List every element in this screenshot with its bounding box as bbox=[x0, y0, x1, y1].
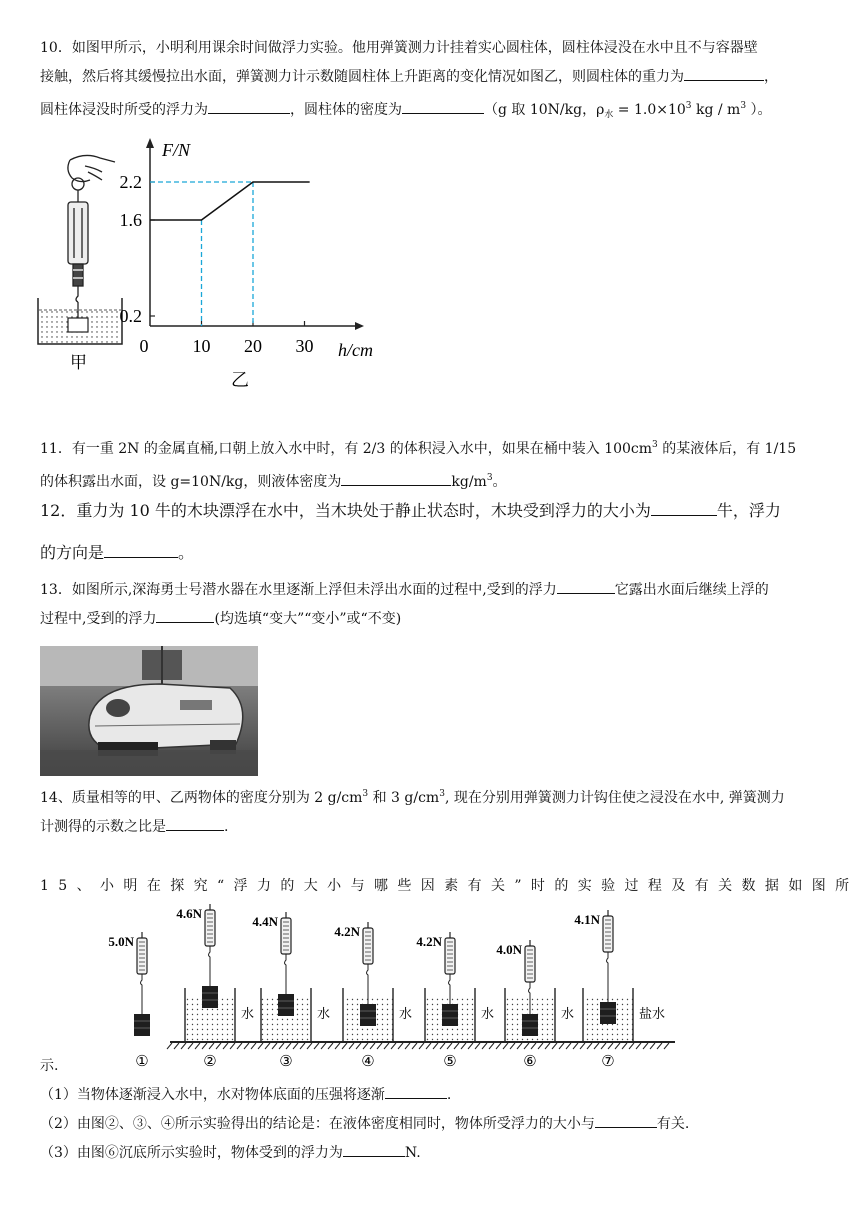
q12-buoyancy-blank[interactable] bbox=[651, 499, 717, 516]
figure-number: ⑥ bbox=[523, 1054, 537, 1070]
ground-hatch bbox=[349, 1043, 354, 1049]
ground-hatch bbox=[328, 1043, 333, 1049]
ground-hatch bbox=[419, 1043, 424, 1049]
liquid-label: 水 bbox=[241, 1006, 255, 1021]
spring-scale-icon bbox=[363, 928, 373, 964]
q15-experiment-figure bbox=[100, 902, 680, 1070]
ground-hatch bbox=[489, 1043, 494, 1049]
ground-hatch bbox=[524, 1043, 529, 1049]
ground-hatch bbox=[496, 1043, 501, 1049]
scale-hook bbox=[209, 946, 211, 986]
ground-hatch bbox=[223, 1043, 228, 1049]
ground-hatch bbox=[531, 1043, 536, 1049]
q10-chart-yi bbox=[110, 134, 400, 394]
ground-hatch bbox=[482, 1043, 487, 1049]
spring-scale-icon bbox=[525, 946, 535, 982]
figure-number: ② bbox=[203, 1054, 217, 1070]
object-block bbox=[522, 1014, 538, 1036]
scale-hook bbox=[285, 954, 287, 994]
ground-hatch bbox=[286, 1043, 291, 1049]
ground-hatch bbox=[573, 1043, 578, 1049]
ground-hatch bbox=[258, 1043, 263, 1049]
liquid-label: 水 bbox=[481, 1006, 495, 1021]
question-10 bbox=[40, 34, 820, 130]
ground-hatch bbox=[545, 1043, 550, 1049]
object-block bbox=[442, 1004, 458, 1026]
ground-hatch bbox=[664, 1043, 669, 1049]
ground-hatch bbox=[426, 1043, 431, 1049]
ground-hatch bbox=[440, 1043, 445, 1049]
q13-blank-2[interactable] bbox=[156, 606, 214, 623]
ground-hatch bbox=[335, 1043, 340, 1049]
submersible-photo bbox=[40, 646, 258, 776]
liquid-label: 水 bbox=[317, 1006, 331, 1021]
ground-hatch bbox=[594, 1043, 599, 1049]
ground-hatch bbox=[314, 1043, 319, 1049]
ground-hatch bbox=[552, 1043, 557, 1049]
scale-reading: 4.0N bbox=[496, 942, 522, 957]
q13-blank-1[interactable] bbox=[557, 577, 615, 594]
ground-hatch bbox=[454, 1043, 459, 1049]
x-axis-arrow bbox=[355, 322, 364, 330]
question-15-body: 示. （1）当物体逐渐浸入水中，水对物体底面的压强将逐渐 . （2）由图②、③、④所示实验得出的结论是：在液体密度相同时，物体所受浮力的大小与 有关. （3）由图⑥沉底所示实验时，物体受到的浮力为 N. bbox=[40, 1058, 690, 1161]
ground-hatch bbox=[174, 1043, 179, 1049]
liquid-label: 盐水 bbox=[639, 1006, 666, 1021]
question-14: 14、质量相等的甲、乙两物体的密度分别为 2 $g/cm^3$ 和 3 $g/cm^3$, 现在分别用弹簧测力计钩住使之浸没在水中, 弹簧测力 计测得的示数之比是 . bbox=[40, 789, 785, 835]
figure-number: ④ bbox=[361, 1054, 375, 1070]
ground-hatch bbox=[601, 1043, 606, 1049]
q15-sub2-blank[interactable] bbox=[595, 1111, 657, 1128]
scale-reading: 4.6N bbox=[176, 906, 202, 921]
x-tick-label: 0 bbox=[139, 336, 149, 356]
y-axis-label: F/N bbox=[162, 140, 191, 160]
ground-hatch bbox=[188, 1043, 193, 1049]
ground-hatch bbox=[629, 1043, 634, 1049]
fig-yi-label: 乙 bbox=[231, 370, 249, 390]
ground-hatch bbox=[398, 1043, 403, 1049]
ground-hatch bbox=[251, 1043, 256, 1049]
ground-hatch bbox=[433, 1043, 438, 1049]
ground-hatch bbox=[566, 1043, 571, 1049]
scale-reading: 4.2N bbox=[334, 924, 360, 939]
scale-hook bbox=[607, 952, 609, 1002]
ground-hatch bbox=[342, 1043, 347, 1049]
question-11: 11．有一重 2N 的金属直桶,口朝上放入水中时，有 2/3 的体积浸入水中，如果在桶中装入 $100cm^3$ 的某液体后，有 1/15 的体积露出水面，设 g=10N/kg，则液体密度为 $kg/m^3$。 bbox=[40, 440, 797, 490]
y-tick-label: 1.6 bbox=[119, 210, 142, 230]
ground-hatch bbox=[244, 1043, 249, 1049]
ground-hatch bbox=[167, 1043, 172, 1049]
object-block bbox=[600, 1002, 616, 1024]
q11-density-blank[interactable] bbox=[341, 469, 451, 486]
scale-reading: 4.2N bbox=[416, 934, 442, 949]
ground-hatch bbox=[650, 1043, 655, 1049]
q10-line3: 圆柱体浸没时所受的浮力为 ，圆柱体的密度为 （g 取 10N/kg，$\rho_水 = 1.0\times 10^3$ kg / $m^3$ ）。 bbox=[40, 92, 820, 130]
ground-hatch bbox=[587, 1043, 592, 1049]
ground-hatch bbox=[559, 1043, 564, 1049]
ground-hatch bbox=[475, 1043, 480, 1049]
fig-jia-label: 甲 bbox=[70, 353, 87, 372]
ground-hatch bbox=[272, 1043, 277, 1049]
ground-hatch bbox=[636, 1043, 641, 1049]
ground-hatch bbox=[643, 1043, 648, 1049]
q10-line1: 10．如图甲所示，小明利用课余时间做浮力实验。他用弹簧测力计挂着实心圆柱体，圆柱体浸没在水中且不与容器壁 bbox=[40, 40, 758, 56]
liquid-label: 水 bbox=[561, 1006, 575, 1021]
ground-hatch bbox=[615, 1043, 620, 1049]
ground-hatch bbox=[181, 1043, 186, 1049]
ground-hatch bbox=[384, 1043, 389, 1049]
q15-sub1-blank[interactable] bbox=[385, 1082, 447, 1099]
q10-density-blank[interactable] bbox=[402, 97, 484, 114]
question-12: 12．重力为 10 牛的木块漂浮在水中，当木块处于静止状态时，木块受到浮力的大小为 牛，浮力 的方向是 。 bbox=[40, 501, 781, 562]
figure-number: ① bbox=[135, 1054, 149, 1070]
ground-hatch bbox=[209, 1043, 214, 1049]
ground-hatch bbox=[202, 1043, 207, 1049]
ground-hatch bbox=[195, 1043, 200, 1049]
q10-line2: 接触，然后将其缓慢拉出水面，弹簧测力计示数随圆柱体上升距离的变化情况如图乙，则圆柱体的重力为 ， bbox=[40, 63, 820, 92]
ground-hatch bbox=[622, 1043, 627, 1049]
ground-hatch bbox=[510, 1043, 515, 1049]
question-15-title: 15、小明在探究“浮力的大小与哪些因素有关”时的实验过程及有关数据如图所 bbox=[40, 878, 859, 894]
ground-hatch bbox=[293, 1043, 298, 1049]
ground-hatch bbox=[363, 1043, 368, 1049]
x-tick-label: 10 bbox=[192, 336, 211, 356]
ground-hatch bbox=[468, 1043, 473, 1049]
x-tick-label: 20 bbox=[244, 336, 262, 356]
spring-scale-icon bbox=[603, 916, 613, 952]
spring-scale-icon bbox=[281, 918, 291, 954]
figure-number: ③ bbox=[279, 1054, 293, 1070]
spring-scale-icon bbox=[137, 938, 147, 974]
ground-hatch bbox=[405, 1043, 410, 1049]
ground-hatch bbox=[216, 1043, 221, 1049]
object-block bbox=[360, 1004, 376, 1026]
series-line bbox=[150, 182, 310, 220]
ground-hatch bbox=[391, 1043, 396, 1049]
ground-hatch bbox=[503, 1043, 508, 1049]
spring-scale-icon bbox=[68, 190, 88, 318]
scale-reading: 5.0N bbox=[108, 934, 134, 949]
q14-ratio-blank[interactable] bbox=[166, 814, 224, 831]
ground-hatch bbox=[321, 1043, 326, 1049]
ground-hatch bbox=[461, 1043, 466, 1049]
scale-hook bbox=[141, 974, 143, 1014]
q10-buoyancy-blank[interactable] bbox=[208, 97, 290, 114]
ground-hatch bbox=[657, 1043, 662, 1049]
spring-scale-icon bbox=[205, 910, 215, 946]
object-block bbox=[202, 986, 218, 1008]
x-axis-label: h/cm bbox=[338, 340, 373, 360]
hand-icon bbox=[68, 155, 115, 190]
question-13: 13．如图所示,深海勇士号潜水器在水里逐渐上浮但未浮出水面的过程中,受到的浮力 它露出水面后继续上浮的 过程中,受到的浮力 (均选填“变大”“变小”或“不变) bbox=[40, 576, 820, 634]
object-block bbox=[278, 994, 294, 1016]
ground-hatch bbox=[412, 1043, 417, 1049]
scale-reading: 4.4N bbox=[252, 914, 278, 929]
ground-hatch bbox=[517, 1043, 522, 1049]
ground-hatch bbox=[279, 1043, 284, 1049]
spring-scale-icon bbox=[445, 938, 455, 974]
x-tick-label: 30 bbox=[295, 336, 314, 356]
q15-sub3-blank[interactable] bbox=[343, 1140, 405, 1157]
ground-hatch bbox=[447, 1043, 452, 1049]
object-block bbox=[134, 1014, 150, 1036]
y-axis-arrow bbox=[146, 138, 154, 148]
ground-hatch bbox=[580, 1043, 585, 1049]
liquid-label: 水 bbox=[399, 1006, 413, 1021]
ground-hatch bbox=[538, 1043, 543, 1049]
ground-hatch bbox=[370, 1043, 375, 1049]
y-tick-label: 0.2 bbox=[119, 306, 142, 326]
ground-hatch bbox=[608, 1043, 613, 1049]
ground-hatch bbox=[356, 1043, 361, 1049]
ground-hatch bbox=[377, 1043, 382, 1049]
ground-hatch bbox=[230, 1043, 235, 1049]
ground-hatch bbox=[307, 1043, 312, 1049]
ground-hatch bbox=[300, 1043, 305, 1049]
scale-reading: 4.1N bbox=[574, 912, 600, 927]
figure-number: ⑦ bbox=[601, 1054, 615, 1070]
q12-direction-blank[interactable] bbox=[104, 541, 178, 558]
q10-gravity-blank[interactable] bbox=[684, 64, 764, 81]
y-tick-label: 2.2 bbox=[119, 172, 142, 192]
ground-hatch bbox=[265, 1043, 270, 1049]
figure-number: ⑤ bbox=[443, 1054, 457, 1070]
ground-hatch bbox=[237, 1043, 242, 1049]
